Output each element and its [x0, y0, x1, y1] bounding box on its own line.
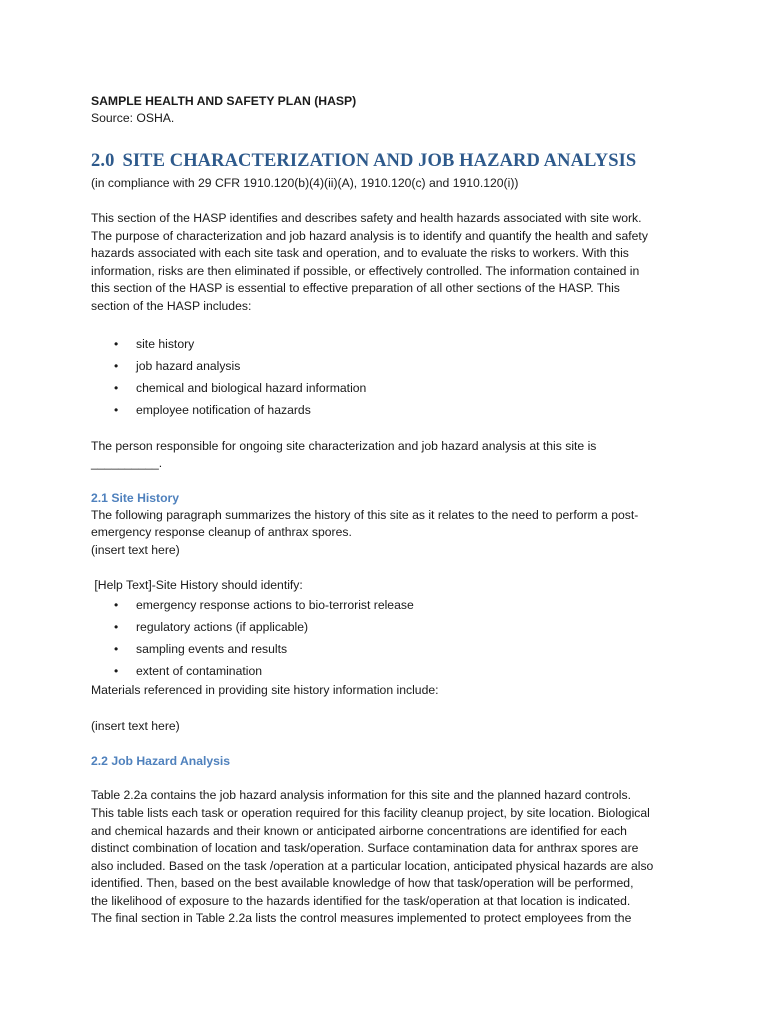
- intro-line: information, risks are then eliminated if possible, or effectively controlled. The information contained in: [91, 263, 640, 278]
- intro-line: section of the HASP includes:: [91, 298, 252, 313]
- list-item: • regulatory actions (if applicable): [91, 616, 691, 638]
- job-hazard-line: and chemical hazards and their known or anticipated airborne concentrations are identified for each: [91, 823, 627, 838]
- list-item: • site history: [91, 333, 691, 355]
- site-history-heading: 2.1 Site History: [91, 490, 180, 505]
- job-hazard-paragraph: [91, 787, 691, 928]
- job-hazard-line: identified. Then, based on the best available knowledge of how that task/operation will be performed,: [91, 876, 634, 891]
- list-item: • sampling events and results: [91, 638, 691, 660]
- list-item: • emergency response actions to bio-terrorist release: [91, 594, 691, 616]
- list-item: • employee notification of hazards: [91, 399, 691, 421]
- help-list: [91, 594, 691, 682]
- list-item: • extent of contamination: [91, 660, 691, 682]
- job-hazard-line: The final section in Table 2.2a lists the control measures implemented to protect employees from the: [91, 911, 632, 926]
- job-hazard-heading: 2.2 Job Hazard Analysis: [91, 754, 231, 769]
- site-history-paragraph: [91, 507, 691, 560]
- insert-placeholder: (insert text here): [91, 718, 180, 733]
- document-title: SAMPLE HEALTH AND SAFETY PLAN (HASP): [91, 94, 357, 108]
- intro-line: hazards associated with each site task and operation, and to evaluate the risks to workers. With this: [91, 246, 629, 261]
- help-text: [Help Text]-Site History should identify:: [91, 577, 303, 592]
- job-hazard-line: distinct combination of location and task/operation. Surface contamination data for anthrax spores are: [91, 841, 639, 856]
- site-history-line: The following paragraph summarizes the history of this site as it relates to the need to perform a post-: [91, 507, 639, 522]
- materials-line: Materials referenced in providing site history information include:: [91, 683, 439, 698]
- responsible-line: __________.: [91, 456, 163, 471]
- list-item: • job hazard analysis: [91, 355, 691, 377]
- section-title: SITE CHARACTERIZATION AND JOB HAZARD ANALYSIS: [122, 151, 637, 171]
- list-item: • chemical and biological hazard information: [91, 377, 691, 399]
- document-content: [91, 93, 691, 928]
- intro-line: The purpose of characterization and job hazard analysis is to identify and quantify the health and safety: [91, 228, 648, 243]
- site-history-line: (insert text here): [91, 542, 180, 557]
- job-hazard-line: This table lists each task or operation required for this facility cleanup project, by site location. Biological: [91, 805, 650, 820]
- intro-paragraph: [91, 210, 691, 316]
- intro-line: this section of the HASP is essential to effective preparation of all other sections of the HASP. This: [91, 281, 620, 296]
- intro-line: This section of the HASP identifies and describes safety and health hazards associated with site work.: [91, 211, 642, 225]
- site-history-line: emergency response cleanup of anthrax spores.: [91, 525, 352, 540]
- responsible-line: The person responsible for ongoing site characterization and job hazard analysis at this site is: [91, 438, 597, 453]
- section-number: 2.0: [91, 151, 115, 171]
- job-hazard-line: also included. Based on the task /operation at a particular location, anticipated physical hazards are also: [91, 858, 654, 873]
- compliance-note: (in compliance with 29 CFR 1910.120(b)(4)(ii)(A), 1910.120(c) and 1910.120(i)): [91, 176, 519, 190]
- document-source: Source: OSHA.: [91, 111, 175, 125]
- section-heading: [91, 149, 691, 173]
- job-hazard-line: the likelihood of exposure to the hazards identified for the task/operation at that location is indicated.: [91, 893, 631, 908]
- responsible-paragraph: [91, 438, 691, 473]
- job-hazard-line: Table 2.2a contains the job hazard analysis information for this site and the planned hazard controls.: [91, 788, 631, 803]
- includes-list: [91, 333, 691, 421]
